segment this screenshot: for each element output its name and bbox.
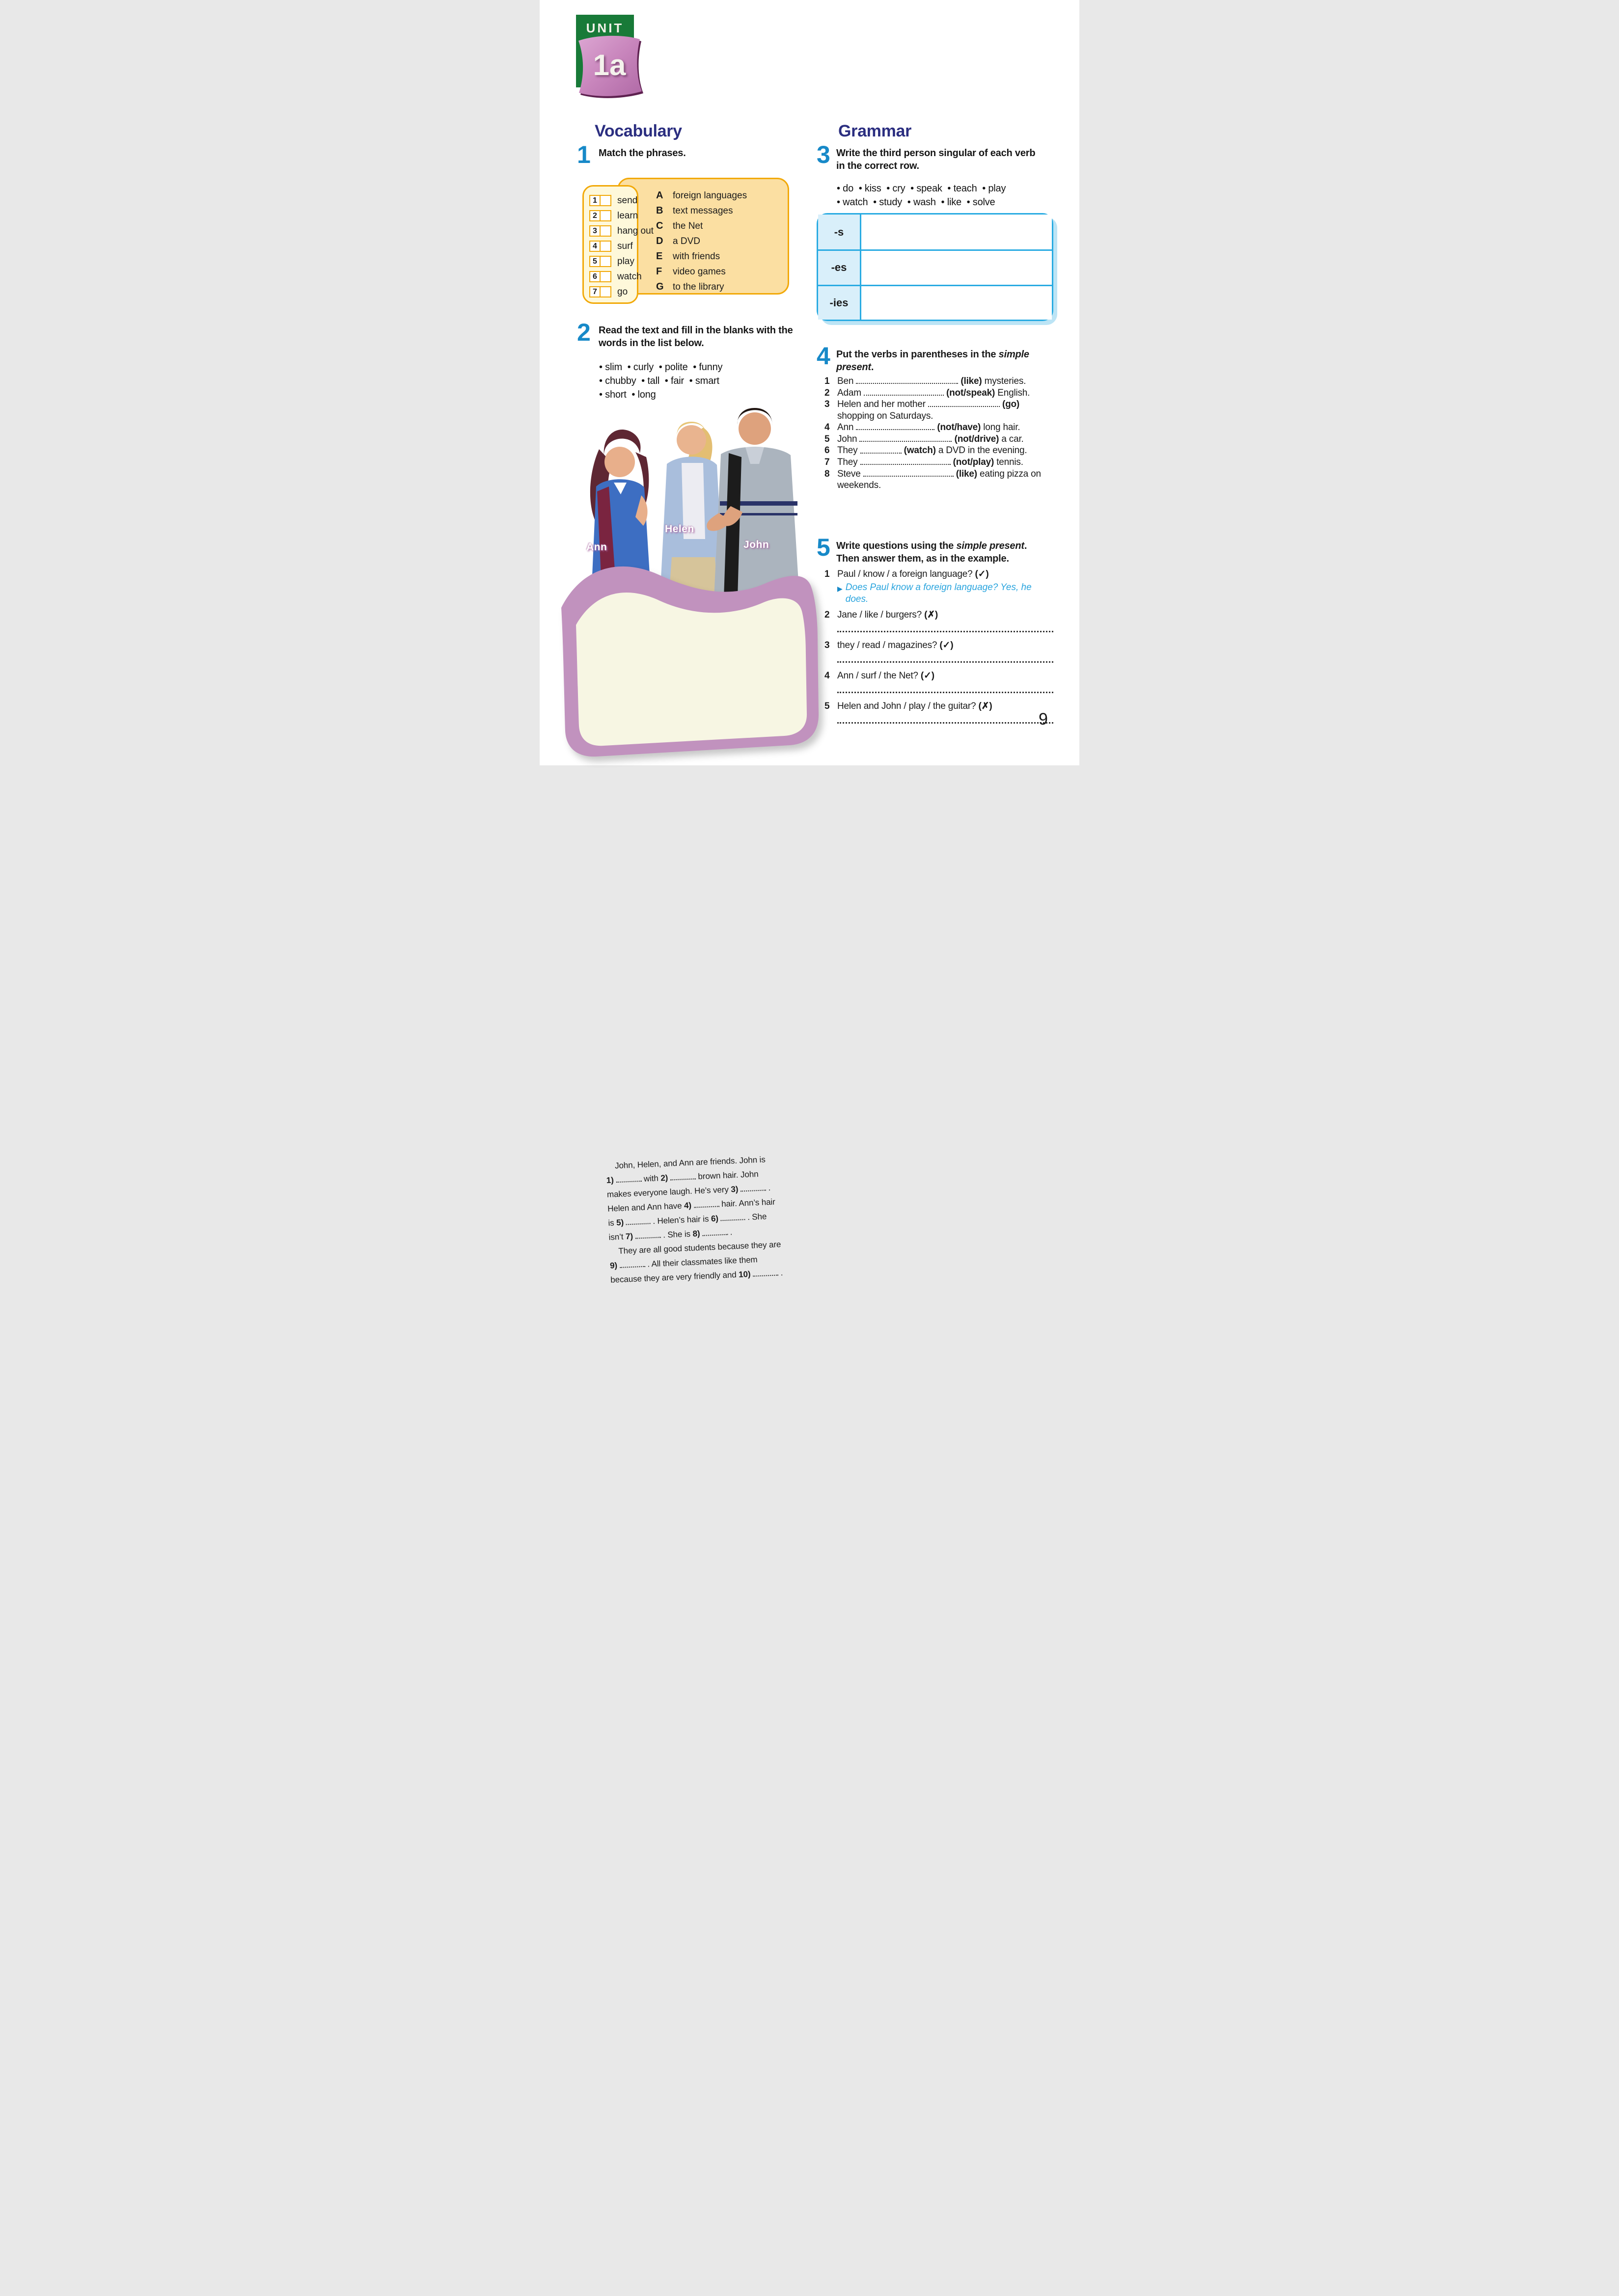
suffix-table-row (818, 249, 1052, 284)
text-segment: . (778, 1268, 783, 1278)
answer-blank[interactable] (863, 468, 954, 477)
item-number: 1 (824, 569, 830, 579)
exercise4-items (824, 376, 1053, 491)
exercise3-word-list (837, 182, 1006, 209)
item-answer (837, 653, 1053, 666)
text-segment: eating pizza on weekends. (837, 468, 1041, 491)
suffix-table-row (818, 215, 1052, 249)
answer-blank[interactable] (626, 1216, 651, 1225)
match-option-row (656, 264, 788, 279)
match-answer-box[interactable] (601, 195, 611, 206)
text-segment: makes everyone laugh. He’s very (606, 1185, 731, 1199)
text-segment: Ann (837, 422, 856, 433)
match-verb: hang out (617, 225, 654, 236)
grammar-heading: Grammar (838, 122, 912, 140)
photo-label-john: John (743, 539, 769, 550)
item-number: 5 (824, 433, 830, 444)
match-verb: play (617, 256, 634, 267)
text-segment: 4) (684, 1200, 694, 1211)
match-answer-box[interactable] (601, 286, 611, 297)
text-segment: Jane / like / burgers? (837, 610, 925, 620)
answer-blank[interactable] (619, 1260, 645, 1268)
item-number: 7 (824, 457, 830, 468)
match-answer-box[interactable] (601, 271, 611, 282)
text-segment: 3) (730, 1184, 741, 1194)
match-option-row (656, 203, 788, 218)
exercise2-number: 2 (577, 319, 591, 346)
option-letter: D (656, 236, 663, 246)
exercise5-item (824, 609, 1053, 635)
text-segment: (✓) (939, 640, 954, 650)
word-list-line: • chubby • tall • fair • smart (599, 376, 719, 386)
exercise3-instruction: Write the third person singular of each verb in the correct row. (836, 148, 1036, 171)
item-number: 4 (824, 422, 830, 433)
text-segment: (✗) (924, 610, 938, 620)
text-segment: They are all good students because they are (609, 1240, 781, 1256)
exercise5-instruction (836, 540, 1050, 565)
exercise5-item (824, 568, 1053, 605)
text-segment: because they are very friendly and (610, 1270, 739, 1285)
answer-blank[interactable] (616, 1174, 642, 1183)
item-answer (837, 582, 1053, 605)
text-segment: Then answer them, as in the example. (836, 553, 1009, 564)
text-segment: a car. (999, 433, 1024, 444)
text-segment: 10) (738, 1269, 753, 1279)
answer-blank[interactable] (670, 1172, 696, 1180)
exercise4-item (824, 457, 1053, 468)
match-answer-box[interactable] (601, 225, 611, 237)
item-number: 5 (824, 701, 830, 711)
exercise3-number: 3 (817, 141, 830, 168)
answer-blank[interactable] (859, 433, 952, 442)
item-text (837, 468, 1053, 491)
text-segment: mysteries. (982, 376, 1026, 387)
item-number: 2 (824, 387, 830, 398)
exercise2-instruction: Read the text and fill in the blanks with the words in the list below. (599, 325, 793, 349)
match-verb: watch (617, 271, 642, 282)
exercise1-instruction: Match the phrases. (599, 148, 686, 159)
answer-blank[interactable] (693, 1199, 719, 1208)
option-phrase: foreign languages (673, 190, 747, 201)
item-text (837, 376, 1053, 387)
option-letter: C (656, 220, 663, 231)
exercise1-number: 1 (577, 141, 591, 168)
exercise4-item (824, 376, 1053, 387)
text-segment: English. (995, 387, 1030, 398)
item-text (837, 640, 1053, 651)
word-list-line: • short • long (599, 389, 656, 400)
exercise4-item (824, 399, 1053, 422)
match-number-box: 1 (589, 195, 601, 206)
text-segment: simple present (956, 540, 1024, 551)
exercise4-item (824, 468, 1053, 491)
photo-label-helen: Helen (665, 523, 694, 535)
workbook-page (540, 0, 1079, 1285)
text-segment: (like) (960, 376, 982, 387)
item-number: 2 (824, 610, 830, 620)
text-segment: Write questions using the (836, 540, 957, 551)
answer-blank[interactable] (635, 1230, 661, 1239)
story-text (605, 1150, 817, 1287)
match-answer-box[interactable] (601, 256, 611, 267)
option-letter: E (656, 251, 663, 262)
match-option-row (656, 279, 788, 295)
text-segment: Ann / surf / the Net? (837, 671, 921, 681)
text-segment: . She is (660, 1229, 693, 1240)
text-segment: John, Helen, and Ann are friends. John is (605, 1155, 766, 1171)
option-letter: F (656, 266, 662, 277)
match-item-row (589, 208, 637, 223)
exercise5-items (824, 568, 1053, 731)
unit-code: 1a (593, 49, 626, 81)
item-text (837, 387, 1053, 399)
item-text (837, 422, 1053, 433)
option-letter: A (656, 190, 663, 201)
text-segment: (like) (956, 468, 977, 479)
text-segment: (go) (1002, 399, 1020, 410)
exercise4-item (824, 433, 1053, 445)
text-segment: Helen and her mother (837, 399, 928, 410)
answer-blank[interactable] (753, 1268, 779, 1276)
answer-blank[interactable] (720, 1213, 745, 1221)
answer-line[interactable] (837, 630, 1053, 632)
item-number: 4 (824, 671, 830, 681)
answer-blank[interactable] (928, 399, 1000, 407)
text-segment: Put the verbs in parentheses in the (836, 349, 999, 360)
item-number: 1 (824, 376, 830, 386)
vocabulary-heading: Vocabulary (595, 122, 682, 140)
word-list-line: • slim • curly • polite • funny (599, 362, 723, 373)
suffix-label-cell: -s (818, 215, 861, 249)
match-number-box: 3 (589, 225, 601, 237)
match-number-box: 2 (589, 210, 601, 221)
text-segment: . (727, 1227, 733, 1237)
exercise4-item (824, 387, 1053, 399)
match-item-row (589, 284, 637, 299)
story-panel-shape (553, 551, 823, 760)
suffix-answer-cell[interactable] (861, 251, 1052, 284)
item-number: 3 (824, 399, 830, 410)
example-answer: Does Paul know a foreign language? Yes, he does. (845, 582, 1032, 604)
exercise4-item (824, 422, 1053, 433)
page-number: 9 (1039, 710, 1048, 729)
text-segment: 6) (711, 1214, 721, 1224)
item-number: 8 (824, 468, 830, 479)
text-segment: long hair. (981, 422, 1020, 433)
text-segment: they / read / magazines? (837, 640, 940, 650)
text-segment: brown hair. John (695, 1169, 759, 1182)
item-question (824, 609, 1053, 621)
text-segment: 8) (692, 1228, 703, 1239)
option-phrase: the Net (673, 220, 703, 231)
exercise5-item (824, 640, 1053, 666)
match-verb: surf (617, 241, 633, 251)
unit-kicker: UNIT (586, 21, 624, 35)
answer-blank[interactable] (860, 445, 902, 453)
suffix-label-cell: -es (818, 251, 861, 284)
text-segment: (✓) (920, 671, 934, 681)
match-answer-box[interactable] (601, 210, 611, 221)
text-segment: They (837, 445, 860, 456)
text-segment: John (837, 433, 860, 444)
item-text (837, 445, 1053, 457)
answer-blank[interactable] (702, 1227, 728, 1236)
text-segment: (✓) (975, 569, 989, 579)
text-segment: isn’t (608, 1232, 626, 1242)
text-segment: (watch) (904, 445, 936, 456)
photo-label-ann: Ann (586, 541, 607, 553)
suffix-answer-cell[interactable] (861, 215, 1052, 249)
match-item-row (589, 193, 637, 208)
option-phrase: to the library (673, 281, 724, 292)
text-segment: . Helen’s hair is (650, 1214, 712, 1226)
text-segment: 2) (660, 1173, 671, 1183)
item-question (824, 701, 1053, 712)
item-number: 3 (824, 640, 830, 650)
answer-line[interactable] (837, 722, 1053, 724)
text-segment: a DVD in the evening. (935, 445, 1027, 456)
item-text (837, 701, 1053, 712)
text-segment: . She (745, 1212, 767, 1222)
suffix-label-cell: -ies (818, 286, 861, 320)
text-segment: (not/drive) (954, 433, 999, 444)
item-question (824, 568, 1053, 580)
word-list-line: • watch • study • wash • like • solve (837, 197, 995, 208)
match-item-row (589, 254, 637, 269)
answer-blank[interactable] (740, 1183, 766, 1191)
item-question (824, 640, 1053, 651)
text-segment: Helen and John / play / the guitar? (837, 701, 979, 711)
item-text (837, 399, 1053, 422)
match-number-box: 5 (589, 256, 601, 267)
option-phrase: text messages (673, 205, 733, 216)
text-segment: Steve (837, 468, 863, 479)
match-number-box: 7 (589, 286, 601, 297)
text-segment: Paul / know / a foreign language? (837, 569, 975, 579)
match-number-box: 4 (589, 241, 601, 252)
item-text (837, 457, 1053, 468)
item-answer (837, 622, 1053, 635)
match-item-row (589, 269, 642, 284)
text-segment: . (1024, 540, 1027, 551)
match-verb: go (617, 286, 628, 297)
exercise5-item (824, 701, 1053, 727)
option-letter: B (656, 205, 663, 216)
match-item-row (589, 239, 637, 254)
text-segment: tennis. (994, 457, 1023, 468)
answer-blank[interactable] (856, 376, 958, 384)
match-option-row (656, 249, 788, 264)
text-segment: with (641, 1173, 661, 1184)
match-verb: learn (617, 210, 638, 221)
text-segment: . (871, 362, 874, 373)
text-segment: 7) (625, 1231, 635, 1242)
exercise5-number: 5 (817, 534, 830, 561)
instruction-line (836, 540, 1050, 552)
suffix-table (817, 213, 1053, 321)
story-panel (553, 551, 823, 1285)
option-letter: G (656, 281, 664, 292)
text-segment: 1) (606, 1175, 616, 1185)
instruction-line (836, 552, 1050, 565)
suffix-table-row (818, 285, 1052, 320)
text-segment: They (837, 457, 860, 468)
match-item-row (589, 223, 654, 239)
answer-line[interactable] (837, 691, 1053, 693)
answer-line[interactable] (837, 661, 1053, 663)
item-number: 6 (824, 445, 830, 456)
example-arrow-icon: ▶ (837, 585, 843, 593)
item-question (824, 670, 1053, 682)
match-verbs-panel (582, 185, 654, 304)
option-phrase: a DVD (673, 236, 700, 246)
match-option-row (656, 218, 788, 234)
item-text (837, 609, 1053, 621)
item-text (837, 568, 1053, 580)
item-text (837, 433, 1053, 445)
text-segment: . (766, 1183, 771, 1193)
text-segment: simple present (836, 349, 1029, 373)
exercise4-item (824, 445, 1053, 457)
text-segment: is (608, 1218, 617, 1228)
match-answer-box[interactable] (601, 241, 611, 252)
item-answer (837, 714, 1053, 727)
text-segment: (not/play) (953, 457, 994, 468)
item-answer (837, 683, 1053, 696)
answer-blank[interactable] (864, 387, 944, 396)
answer-blank[interactable] (856, 422, 934, 430)
text-segment: (not/speak) (946, 387, 995, 398)
match-verb: send (617, 195, 638, 206)
text-segment: 5) (616, 1217, 627, 1228)
suffix-answer-cell[interactable] (861, 286, 1052, 320)
text-segment: Helen and Ann have (607, 1201, 685, 1214)
option-phrase: with friends (673, 251, 720, 262)
text-segment: Adam (837, 387, 864, 398)
text-segment: shopping on Saturdays. (837, 410, 933, 421)
exercise4-instruction (836, 348, 1046, 374)
text-segment: (not/have) (937, 422, 981, 433)
exercise4-number: 4 (817, 342, 830, 370)
match-number-box: 6 (589, 271, 601, 282)
item-text (837, 670, 1053, 682)
answer-blank[interactable] (860, 457, 951, 465)
text-segment: Ben (837, 376, 856, 387)
option-phrase: video games (673, 266, 726, 277)
exercise5-item (824, 670, 1053, 696)
text-segment: . All their classmates like them (645, 1255, 758, 1269)
text-segment: (✗) (978, 701, 992, 711)
match-option-row (656, 188, 788, 203)
text-segment: hair. Ann’s hair (719, 1197, 776, 1209)
text-segment: 9) (609, 1260, 620, 1270)
match-option-row (656, 234, 788, 249)
word-list-line: • do • kiss • cry • speak • teach • play (837, 183, 1006, 194)
